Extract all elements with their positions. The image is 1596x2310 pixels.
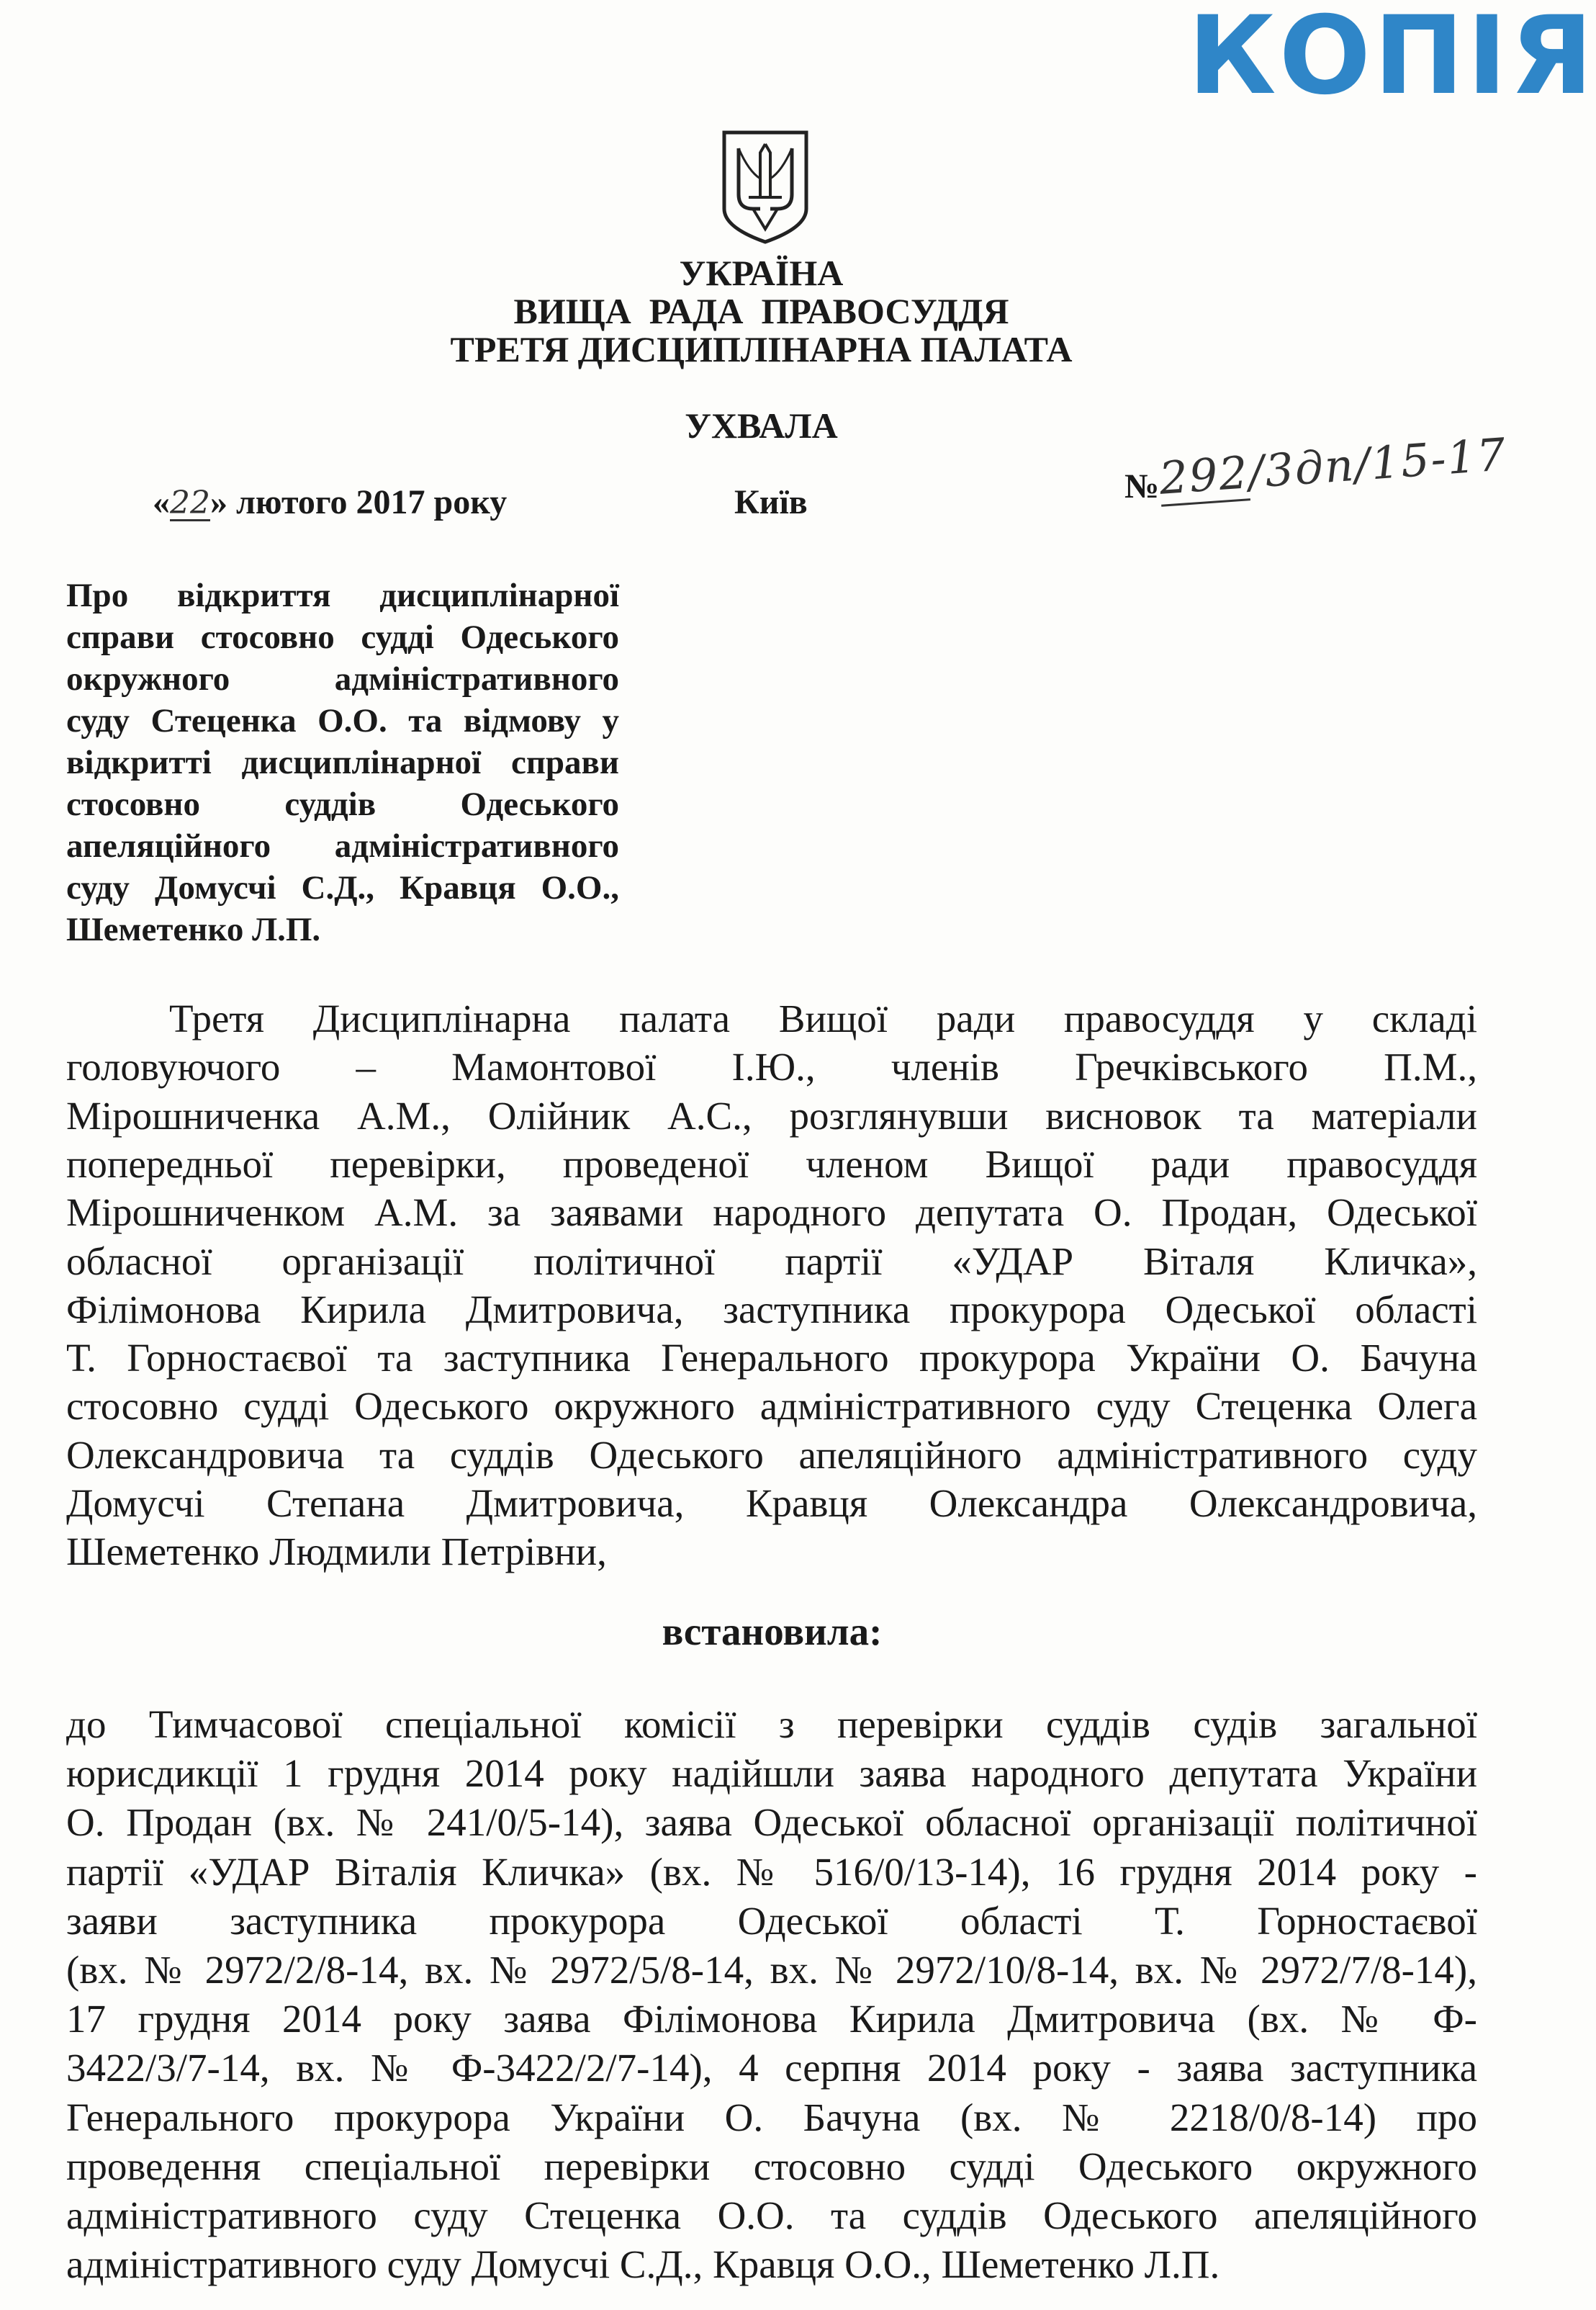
line-text: головуючого – Мамонтової І.Ю., членів Гречківського П.М., [66,1045,1477,1089]
line-text: (вх. № 2972/2/8-14, вх. № 2972/5/8-14, вх. № 2972/10/8-14, вх. № 2972/7/8-14), [66,1948,1477,1992]
paragraph1-line [66,1188,1477,1236]
line-text: Домусчі Степана Дмитровича, Кравця Олександра Олександровича, [66,1481,1477,1525]
paragraph2-line [66,1798,1477,1846]
header-council: ВИЩА РАДА ПРАВОСУДДЯ [513,291,1009,331]
line-text: відкритті дисциплінарної справи [66,744,619,781]
subject-lines-line [66,783,619,825]
number-sign: № [1124,467,1160,505]
paragraph2-line [66,2240,1477,2288]
established-heading: встановила: [662,1609,883,1653]
line-text: заяви заступника прокурора Одеської області Т. Горностаєвої [66,1898,1477,1943]
paragraph1-line [66,1237,1477,1285]
line-text: проведення спеціальної перевірки стосовно судді Одеського окружного [66,2144,1477,2188]
line-text: Філімонова Кирила Дмитровича, заступника прокурора Одеської області [66,1287,1477,1331]
paragraph1-line [66,1092,1477,1140]
paragraph1-line [66,1431,1477,1479]
paragraph1-line [66,1285,1477,1334]
line-text: апеляційного адміністративного [66,827,619,865]
line-text: Мірошниченком А.М. за заявами народного депутата О. Продан, Одеської [66,1190,1477,1235]
line-text: попередньої перевірки, проведеної членом Вищої ради правосуддя [66,1141,1477,1186]
document-date [153,481,507,524]
paragraph1-line [66,1527,1477,1576]
document-city: Київ [734,483,808,521]
line-text: справи стосовно судді Одеського [66,619,619,656]
paragraph1-line [169,994,1477,1043]
line-text: стосовно судді Одеського окружного адміністративного суду Стеценка Олега [66,1384,1477,1429]
subject-lines-line [66,700,619,742]
line-text: Третя Дисциплінарна палата Вищої ради правосуддя у складі [169,997,1477,1041]
paragraph1-line [66,1140,1477,1188]
line-text: адміністративного суду Домусчі С.Д., Кравця О.О., Шеметенко Л.П. [66,2242,1220,2287]
paragraph2-line [66,1700,1477,1748]
line-text: О. Продан (вх. № 241/0/5-14), заява Одеської обласної організації політичної [66,1800,1477,1845]
subject-lines-line [66,825,619,867]
document-number [1124,428,1509,508]
line-text: Т. Горностаєвої та заступника Генерального прокурора України О. Бачуна [66,1336,1477,1380]
line-text: суду Домусчі С.Д., Кравця О.О., [66,869,619,907]
line-text: 3422/3/7-14, вх. № Ф-3422/2/7-14), 4 серпня 2014 року - заява заступника [66,2046,1477,2090]
line-text: до Тимчасової спеціальної комісії з перевірки суддів судів загальної [66,1702,1477,1746]
subject-lines-line [66,742,619,783]
subject-lines-line [66,575,619,616]
paragraph1-line [66,1043,1477,1091]
line-text: стосовно суддів Одеського [66,786,619,823]
copy-stamp: КОПІЯ [1188,0,1596,119]
line-text: обласної організації політичної партії «УДАР Віталя Кличка», [66,1239,1477,1283]
paragraph2-line [66,1749,1477,1797]
header-country: УКРАЇНА [679,253,844,293]
line-text: Мірошниченка А.М., Олійник А.С., розглянувши висновок та матеріали [66,1093,1477,1138]
date-day-handwritten: 22 [170,485,210,521]
line-text: суду Стеценка О.О. та відмову у [66,702,619,740]
paragraph1-line [66,1334,1477,1382]
line-text: Шеметенко Людмили Петрівни, [66,1529,607,1574]
document-type: УХВАЛА [685,405,838,446]
paragraph2-line [66,2093,1477,2142]
line-text: окружного адміністративного [66,660,619,698]
subject-lines-line [66,909,619,950]
line-text: Шеметенко Л.П. [66,911,321,948]
paragraph2-line [66,2191,1477,2239]
subject-lines-line [66,616,619,658]
line-text: 17 грудня 2014 року заява Філімонова Кирила Дмитровича (вх. № Ф- [66,1997,1477,2041]
line-text: партії «УДАР Віталія Кличка» (вх. № 516/0/13-14), 16 грудня 2014 року - [66,1849,1477,1894]
line-text: Олександровича та суддів Одеського апеляційного адміністративного суду [66,1432,1477,1477]
paragraph2-line [66,1897,1477,1945]
line-text: адміністративного суду Стеценка О.О. та суддів Одеського апеляційного [66,2193,1477,2237]
number-rest-handwritten: /3дп/15-17 [1247,428,1509,499]
header-chamber: ТРЕТЯ ДИСЦИПЛІНАРНА ПАЛАТА [450,329,1073,369]
paragraph2-line [66,1848,1477,1896]
paragraph2-line [66,1995,1477,2043]
trident-emblem-icon [720,128,811,245]
paragraph1-line [66,1382,1477,1430]
number-main-handwritten: 292 [1158,446,1250,506]
paragraph2-line [66,2044,1477,2092]
subject-lines-line [66,658,619,700]
paragraph2-line [66,1946,1477,1994]
date-open-quote: « [153,483,170,521]
line-text: юрисдикції 1 грудня 2014 року надійшли заява народного депутата України [66,1751,1477,1796]
line-text: Про відкриття дисциплінарної [66,577,619,614]
subject-lines-line [66,867,619,909]
date-rest: » лютого 2017 року [210,483,508,521]
line-text: Генерального прокурора України О. Бачуна (вх. № 2218/0/8-14) про [66,2095,1477,2139]
paragraph2-line [66,2142,1477,2190]
paragraph1-line [66,1479,1477,1527]
